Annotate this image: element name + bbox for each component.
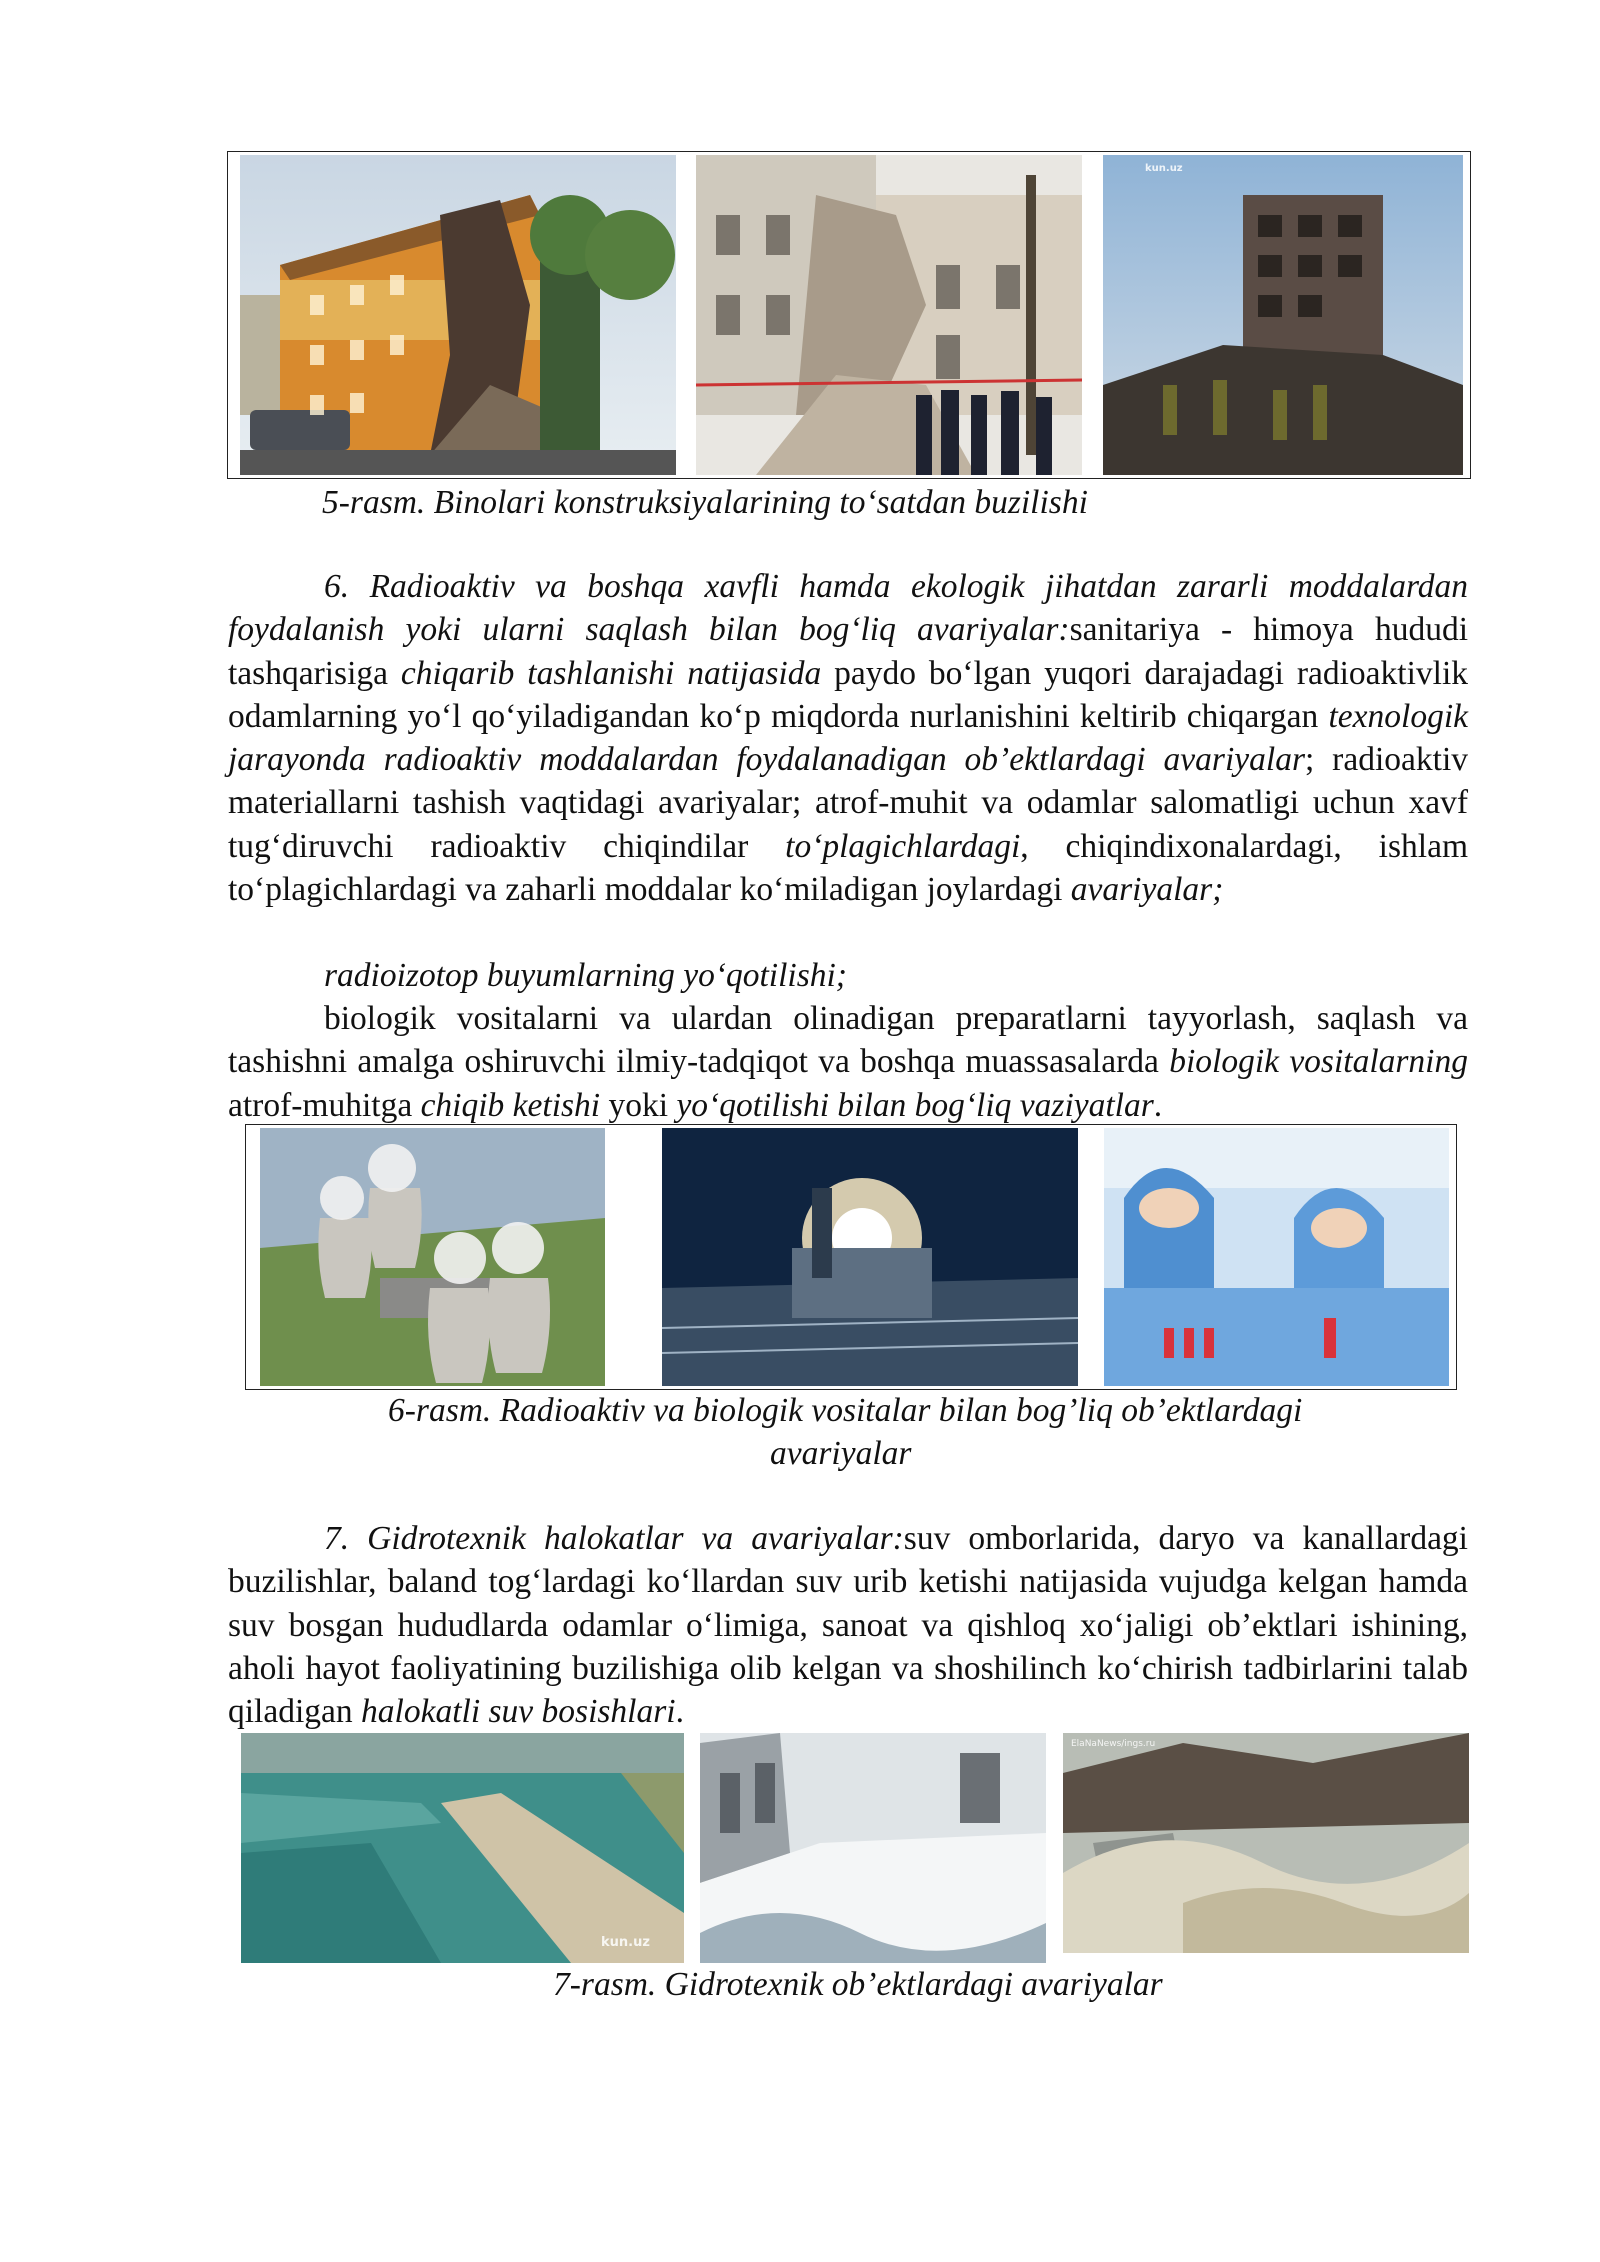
emphasis-text: chiqarib tashlanishi natijasida [400, 654, 822, 692]
laboratory-workers-protective-suits-photo [1104, 1128, 1449, 1386]
emphasis-text: to‘plagichlardagi [785, 827, 1021, 865]
section6-heading: 6. Radioaktiv va boshqa xavfli hamda ekologik jihatdan zararli moddalardan foydalanish yoki ularni saqlash bilan bog‘liq avariyalar: [228, 568, 1468, 649]
section6-paragraph [228, 565, 1468, 911]
text-run: sanitariya - himoya hududi tashqarisiga [228, 611, 1468, 692]
kun-uz-watermark: kun.uz [1145, 163, 1183, 174]
emphasis-text: biologik vositalarning [1169, 1043, 1468, 1081]
text-run: biologik vositalarni va ulardan olinadigan preparatlarni tayyorlash, saqlash va tashishni amalga oshiruvchi ilmiy-tadqiqot va boshqa muassasalarda [228, 1000, 1468, 1081]
emphasis-text: halokatli suv bosishlari [361, 1693, 676, 1731]
biological-paragraph [228, 997, 1468, 1127]
power-plant-cooling-towers-photo [260, 1128, 605, 1386]
site-watermark: ElaNaNews/ings.ru [1071, 1739, 1156, 1749]
kun-uz-watermark: kun.uz [601, 1935, 650, 1950]
section7-paragraph [228, 1517, 1468, 1733]
collapsed-yellow-building-photo [240, 155, 676, 475]
text-run: yoki [600, 1086, 677, 1124]
text-run: . [675, 1693, 684, 1731]
collapsed-multistory-building-rescuers-photo [1103, 155, 1463, 475]
emphasis-text: chiqib ketishi [420, 1086, 601, 1124]
figure6-caption-line2: avariyalar [770, 1435, 912, 1472]
text-run: , chiqindixonalardagi, ishlam to‘plagichlardagi va zaharli moddalar ko‘miladigan joylardagi [228, 827, 1468, 909]
radioisotope-paragraph [228, 954, 1468, 997]
text-run: ; radioaktiv materiallarni tashish vaqtidagi avariyalar; atrof-muhit va odamlar salomatligi uchun xavf tug‘diruvchi radioaktiv chiqindilar [228, 741, 1468, 865]
flooding-water-dam-photo [1063, 1733, 1469, 1953]
text-run: paydo bo‘lgan yuqori darajadagi radioaktivlik odamlarning yo‘l qo‘yiladigandan ko‘p miqdorda nurlanishini keltirib chiqargan [228, 654, 1468, 735]
emphasis-text: radioizotop buyumlarning yo‘qotilishi; [324, 957, 847, 994]
section7-heading: 7. Gidrotexnik halokatlar va avariyalar: [324, 1520, 904, 1557]
emphasis-text: yo‘qotilishi bilan bog‘liq vaziyatlar [676, 1086, 1154, 1124]
figure5-caption: 5-rasm. Binolari konstruksiyalarining to‘satdan buzilishi [322, 484, 1088, 521]
emphasis-text: texnologik jarayonda radioaktiv moddalardan foydalanadigan ob’ektlardagi avariyalar [228, 697, 1468, 779]
nuclear-reactor-explosion-photo [662, 1128, 1078, 1386]
text-run: atrof-muhitga [228, 1086, 421, 1124]
figure7-caption: 7-rasm. Gidrotexnik ob’ektlardagi avariyalar [553, 1966, 1163, 2003]
dam-spillway-water-photo [700, 1733, 1046, 1963]
emphasis-text: avariyalar; [1070, 871, 1224, 909]
collapsed-old-building-crowd-photo [696, 155, 1082, 475]
dam-breach-aerial-photo [241, 1733, 684, 1963]
text-run: suv omborlarida, daryo va kanallardagi buzilishlar, baland tog‘lardagi ko‘llardan suv urib ketishi natijasida vujudga kelgan hamda suv bosgan hududlarda odamlar o‘limiga, sanoat va qishloq xo‘jaligi ob’ektlari ishining, aholi hayot faoliyatining buzilishiga olib kelgan va shoshilinch ko‘chirish tadbirlarini talab qiladigan [228, 1520, 1468, 1731]
figure6-caption-line1: 6-rasm. Radioaktiv va biologik vositalar bilan bog’liq ob’ektlardagi [388, 1392, 1303, 1429]
text-run: . [1153, 1086, 1163, 1124]
